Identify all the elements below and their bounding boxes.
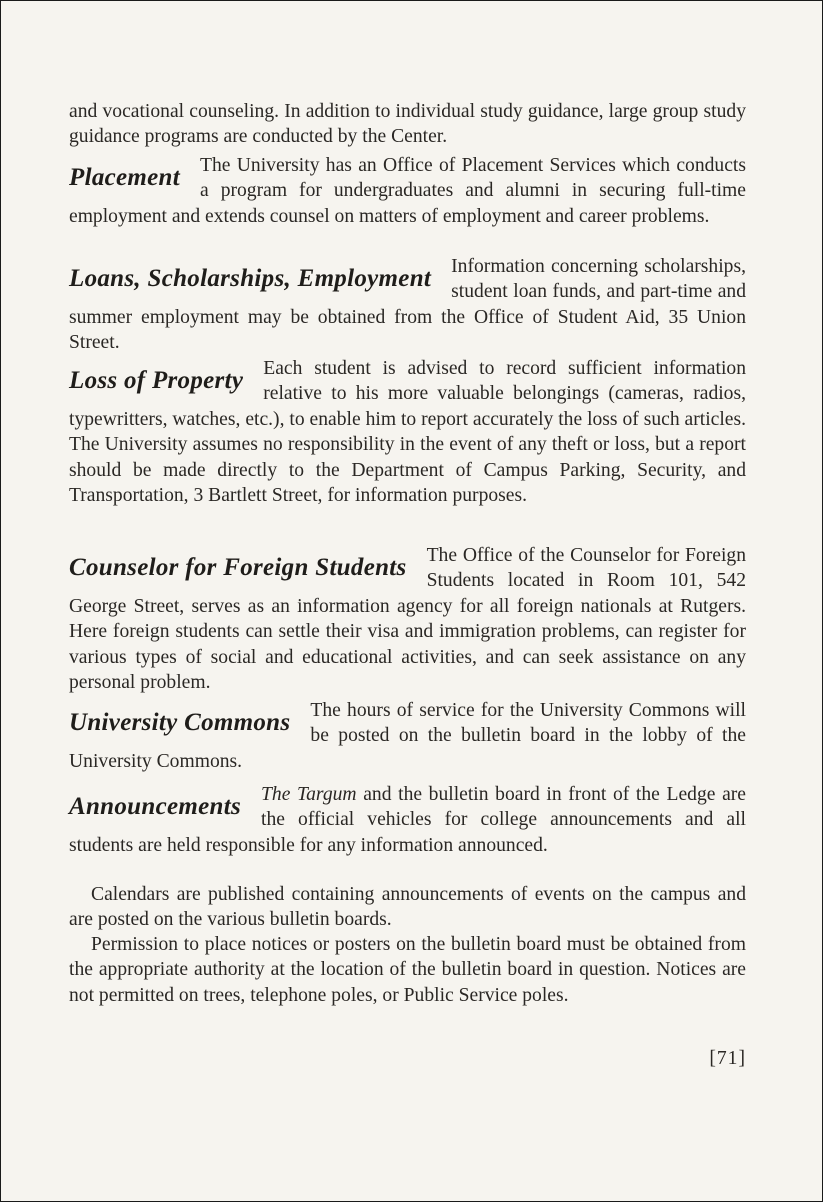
section-loss [69,356,746,508]
heading-announcements: Announcements [69,793,242,820]
section-counselor [69,543,746,695]
section-commons [69,698,746,774]
permission-paragraph: Permission to place notices or posters on the bulletin board must be obtained from the appropriate authority at the location of the bulletin board in question. Notices are not permitted on trees, telephone poles, or Public Service poles. [69,934,746,1006]
heading-counselor: Counselor for Foreign Students [69,554,407,581]
calendars-paragraph: Calendars are published containing announcements of events on the campus and are posted on the various bulletin boards. [69,884,746,931]
targum-title: The Targum [261,784,357,805]
heading-commons: University Commons [69,709,291,736]
loans-text: Information concerning scholarships, student loan funds, and part-time and summer employment may be obtained from the Office of Student Aid, 35 Union Street. [69,256,746,354]
announcements-text: and the bulletin board in front of the Ledge are the official vehicles for college announcements and all students are held responsible for any information announced. [69,784,746,856]
heading-loss: Loss of Property [69,367,244,394]
counselor-text: The Office of the Counselor for Foreign Students located in Room 101, 542 George Street, serves as an information agency for all foreign nationals at Rutgers. Here foreign students can settle their visa and immigration problems, can register for various types of social and educational activities, and can seek assistance on any personal problem. [69,545,746,694]
commons-text: The hours of service for the University Commons will be posted on the bulletin board in the lobby of the University Commons. [69,700,746,772]
placement-text: The University has an Office of Placement Services which conducts a program for undergraduates and alumni in securing full-time employment and extends counsel on matters of employment and career problems. [69,155,746,227]
loss-text: Each student is advised to record sufficient information relative to his more valuable belongings (cameras, radios, typewritters, watches, etc.), to enable him to report accurately the loss of such articles. The University assumes no responsibility in the event of any theft or loss, but a report should be made directly to the Department of Campus Parking, Security, and Transportation, 3 Bartlett Street, for information purposes. [69,358,746,507]
heading-placement: Placement [69,164,181,191]
intro-paragraph: and vocational counseling. In addition to individual study guidance, large group study guidance programs are conducted by the Center. [69,101,746,148]
section-announcements [69,782,746,858]
section-loans [69,254,746,356]
heading-loans: Loans, Scholarships, Employment [69,265,432,292]
section-placement [69,153,746,229]
page-number: [71] [709,1048,746,1069]
